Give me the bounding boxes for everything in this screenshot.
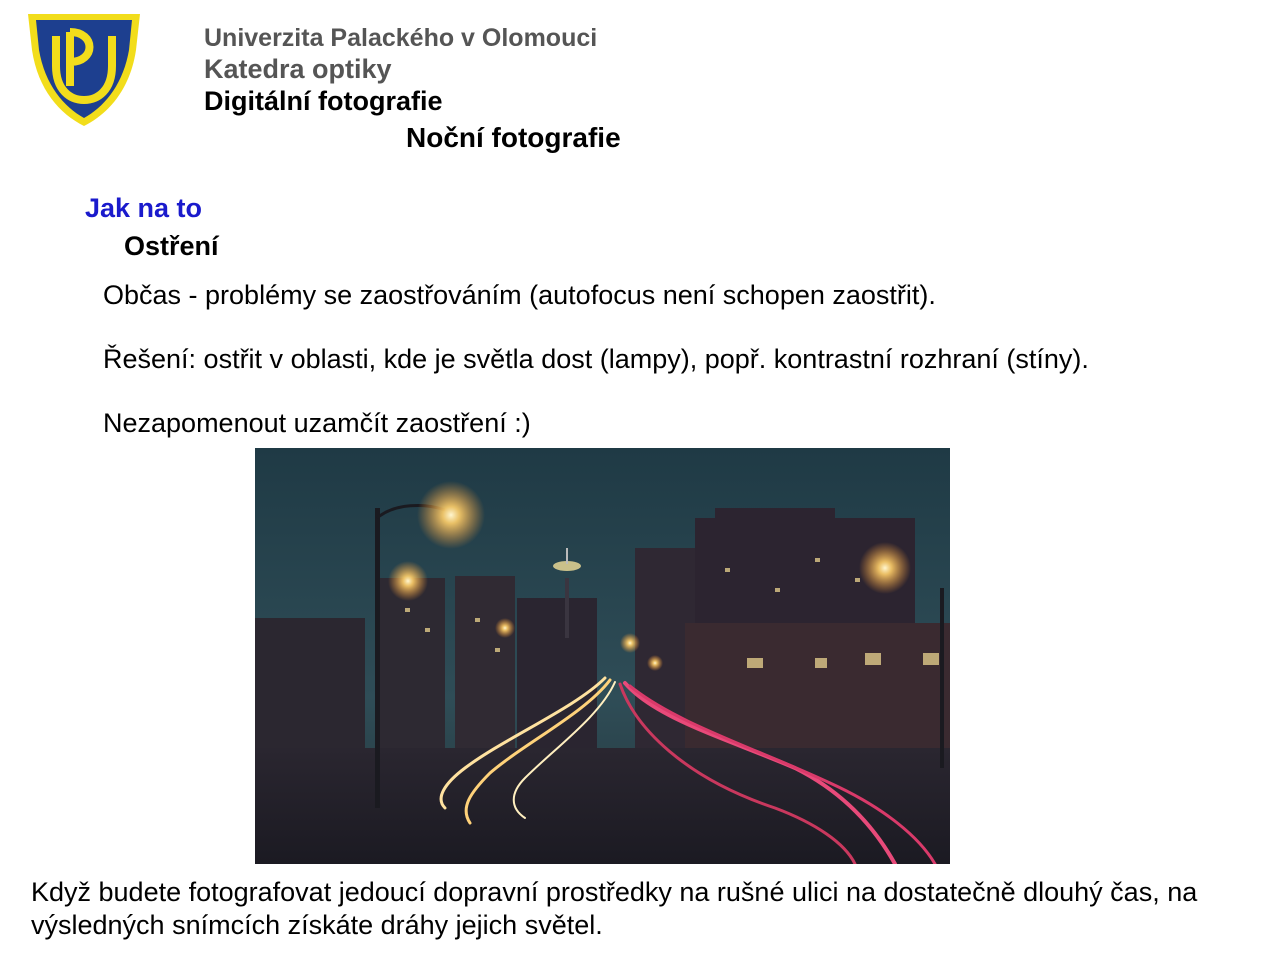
- section-heading: Jak na to: [85, 193, 203, 223]
- university-name: Univerzita Palackého v Olomouci: [204, 24, 598, 52]
- slide-title: Noční fotografie: [406, 122, 621, 153]
- night-street-photo: [255, 448, 950, 864]
- paragraph-solution: Řešení: ostřit v oblasti, kde je světla dost (lampy), popř. kontrastní rozhraní (stíny).: [103, 344, 1089, 374]
- paragraph-problem: Občas - problémy se zaostřováním (autofocus není schopen zaostřit).: [103, 280, 936, 310]
- university-logo-icon: [26, 10, 142, 128]
- subsection-heading: Ostření: [124, 231, 219, 261]
- course-name: Digitální fotografie: [204, 86, 443, 116]
- department-name: Katedra optiky: [204, 54, 392, 84]
- paragraph-reminder: Nezapomenout uzamčít zaostření :): [103, 408, 531, 438]
- photo-caption: Když budete fotografovat jedoucí dopravní prostředky na rušné ulici na dostatečně dlouhý čas, na výsledných snímcích získáte dráhy jejich světel.: [31, 877, 1198, 940]
